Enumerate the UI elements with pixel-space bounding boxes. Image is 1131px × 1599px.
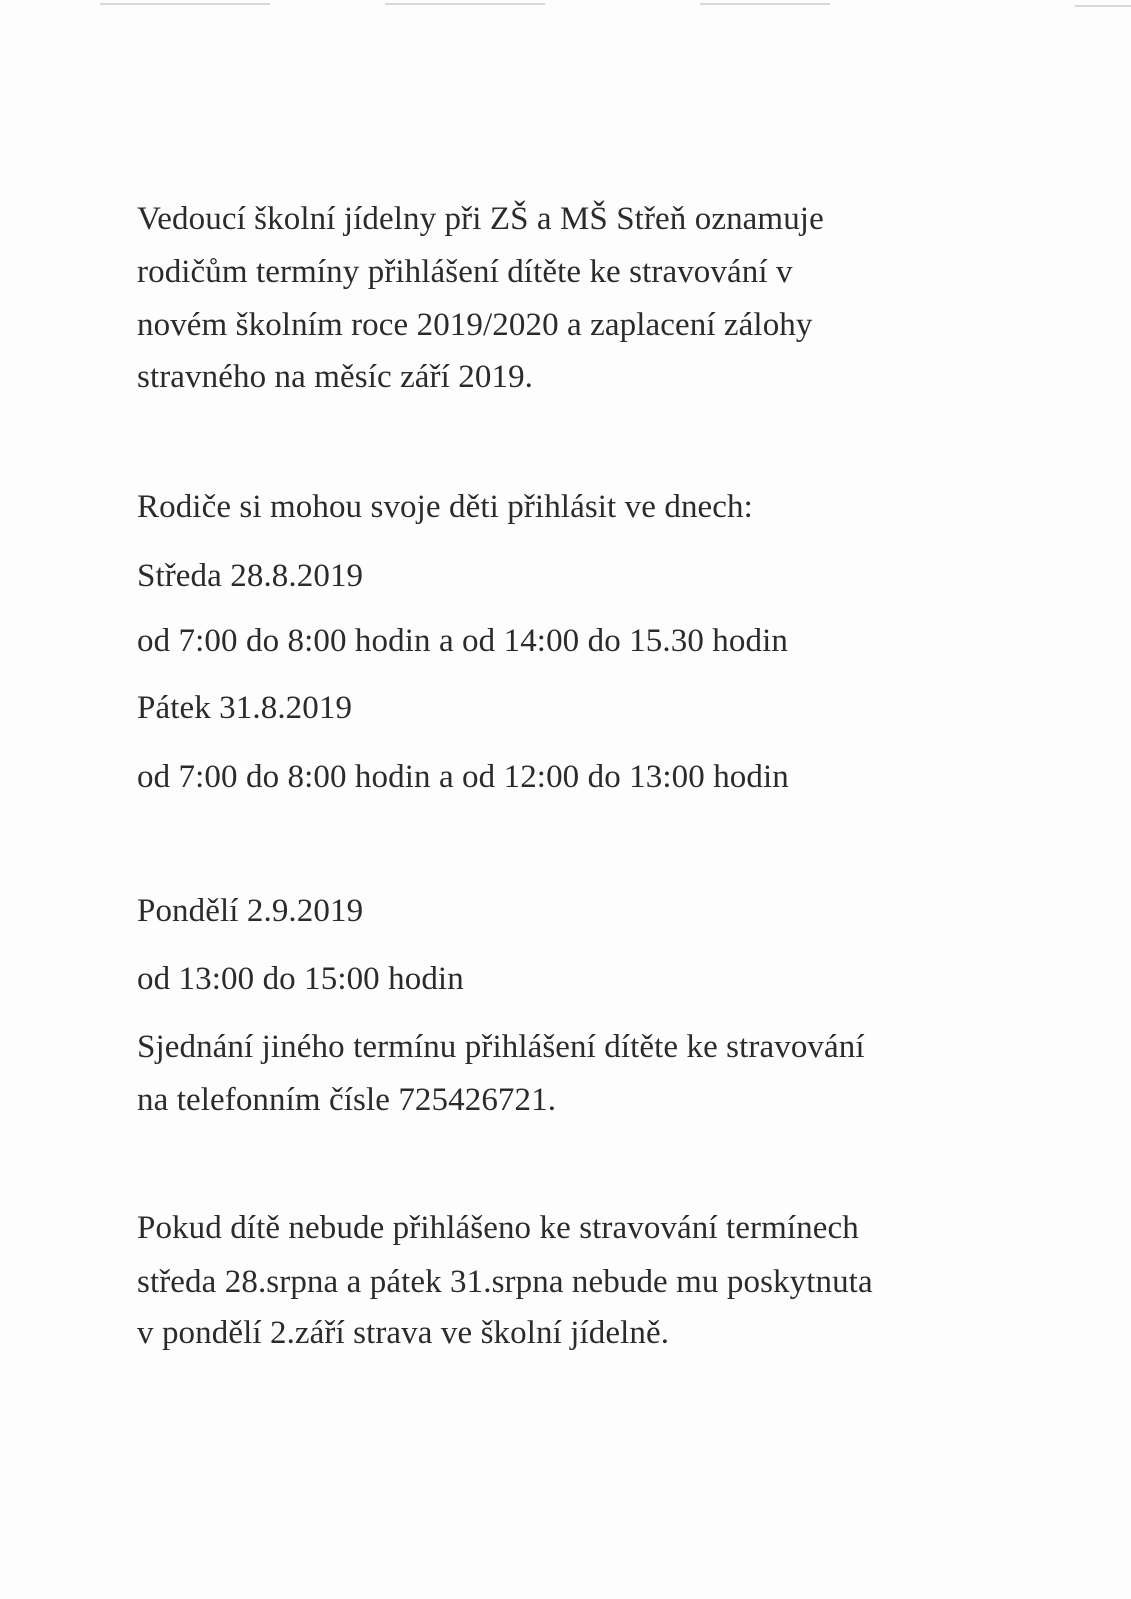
announcement-line: Vedoucí školní jídelny při ZŠ a MŠ Střeň oznamuje	[137, 201, 824, 237]
schedule-hours: od 13:00 do 15:00 hodin	[137, 961, 464, 997]
schedule-day: Středa 28.8.2019	[137, 558, 364, 594]
warning-line: Pokud dítě nebude přihlášeno ke stravování termínech	[137, 1210, 859, 1246]
announcement-line: novém školním roce 2019/2020 a zaplacení zálohy	[137, 307, 813, 343]
scan-edge-mark	[385, 3, 545, 5]
warning-line: v pondělí 2.září strava ve školní jídelně.	[137, 1315, 670, 1351]
schedule-hours: od 7:00 do 8:00 hodin a od 14:00 do 15.30 hodin	[137, 623, 788, 659]
contact-line: na telefonním čísle 725426721.	[137, 1082, 557, 1118]
schedule-hours: od 7:00 do 8:00 hodin a od 12:00 do 13:00 hodin	[137, 759, 789, 795]
warning-line: středa 28.srpna a pátek 31.srpna nebude mu poskytnuta	[137, 1264, 873, 1300]
scan-edge-mark	[1075, 5, 1131, 7]
announcement-line: rodičům termíny přihlášení dítěte ke stravování v	[137, 254, 793, 290]
scan-edge-mark	[100, 3, 270, 5]
schedule-day: Pátek 31.8.2019	[137, 690, 353, 726]
schedule-day: Pondělí 2.9.2019	[137, 893, 364, 929]
schedule-intro: Rodiče si mohou svoje děti přihlásit ve dnech:	[137, 489, 753, 525]
contact-line: Sjednání jiného termínu přihlášení dítěte ke stravování	[137, 1029, 865, 1065]
announcement-line: stravného na měsíc září 2019.	[137, 359, 534, 395]
scan-edge-mark	[700, 3, 830, 5]
